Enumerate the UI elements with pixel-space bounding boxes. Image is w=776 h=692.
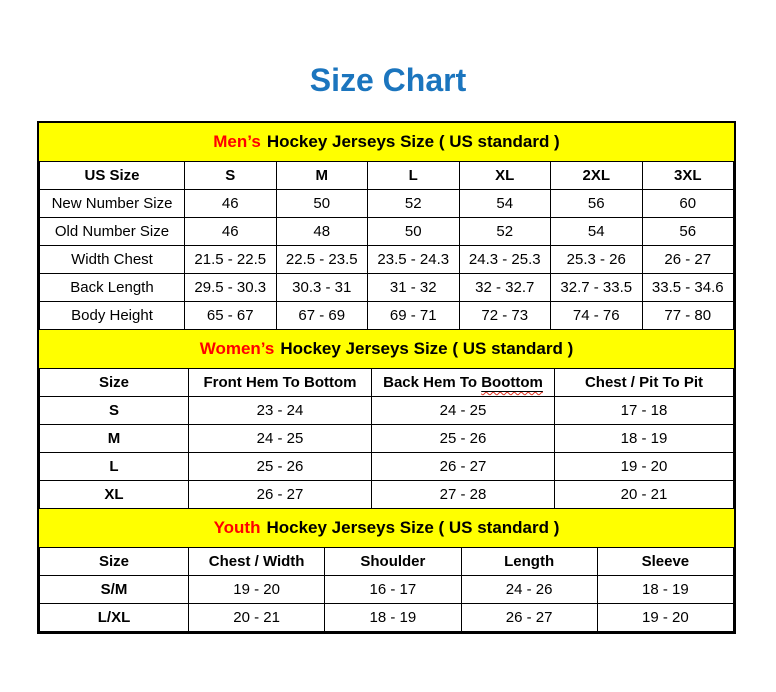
row-label-cell: L/XL	[40, 604, 189, 632]
value-cell: 31 - 32	[368, 274, 460, 302]
value-cell: 32.7 - 33.5	[551, 274, 643, 302]
value-cell: 18 - 19	[555, 425, 734, 453]
value-cell: 77 - 80	[642, 302, 734, 330]
data-row	[40, 397, 734, 425]
spellcheck-squiggle	[481, 374, 543, 391]
value-cell: 26 - 27	[189, 481, 372, 509]
column-header-cell: Front Hem To Bottom	[189, 369, 372, 397]
mens-section-highlight: Men’s	[213, 132, 261, 151]
data-row	[40, 481, 734, 509]
header-row	[40, 162, 734, 190]
value-cell: 23.5 - 24.3	[368, 246, 460, 274]
value-cell: 56	[551, 190, 643, 218]
column-header-cell	[372, 369, 555, 397]
value-cell: 65 - 67	[185, 302, 277, 330]
row-label-cell: M	[40, 425, 189, 453]
column-header-cell: Chest / Pit To Pit	[555, 369, 734, 397]
value-cell: 69 - 71	[368, 302, 460, 330]
value-cell: 29.5 - 30.3	[185, 274, 277, 302]
value-cell: 26 - 27	[642, 246, 734, 274]
value-cell: 72 - 73	[459, 302, 551, 330]
row-label-cell: New Number Size	[40, 190, 185, 218]
womens-section-title-text: Hockey Jerseys Size ( US standard )	[280, 339, 574, 358]
value-cell: 25 - 26	[189, 453, 372, 481]
mens-section-header	[39, 123, 734, 161]
mens-section-title-text: Hockey Jerseys Size ( US standard )	[266, 132, 560, 151]
column-header-cell: S	[185, 162, 277, 190]
row-label-cell: S/M	[40, 576, 189, 604]
size-chart-table	[37, 121, 736, 634]
data-row	[40, 274, 734, 302]
column-header-cell: Length	[461, 548, 597, 576]
value-cell: 19 - 20	[189, 576, 325, 604]
youth-section-highlight: Youth	[213, 518, 261, 537]
data-row	[40, 576, 734, 604]
misspelled-word: Boottom	[481, 374, 543, 391]
column-header-cell: Size	[40, 548, 189, 576]
page-title: Size Chart	[309, 62, 467, 98]
value-cell: 33.5 - 34.6	[642, 274, 734, 302]
column-header-cell: 3XL	[642, 162, 734, 190]
column-header-cell: Sleeve	[597, 548, 733, 576]
column-header-cell: Shoulder	[325, 548, 461, 576]
value-cell: 19 - 20	[597, 604, 733, 632]
youth-section-title-text: Hockey Jerseys Size ( US standard )	[266, 518, 560, 537]
row-label-cell: Width Chest	[40, 246, 185, 274]
value-cell: 17 - 18	[555, 397, 734, 425]
column-header-cell: M	[276, 162, 368, 190]
value-cell: 25 - 26	[372, 425, 555, 453]
value-cell: 54	[459, 190, 551, 218]
value-cell: 24.3 - 25.3	[459, 246, 551, 274]
data-row	[40, 246, 734, 274]
value-cell: 27 - 28	[372, 481, 555, 509]
value-cell: 24 - 25	[189, 425, 372, 453]
value-cell: 54	[551, 218, 643, 246]
value-cell: 67 - 69	[276, 302, 368, 330]
column-header-cell: US Size	[40, 162, 185, 190]
data-row	[40, 302, 734, 330]
column-header-cell: Chest / Width	[189, 548, 325, 576]
column-header-cell: XL	[459, 162, 551, 190]
value-cell: 24 - 25	[372, 397, 555, 425]
value-cell: 24 - 26	[461, 576, 597, 604]
data-row	[40, 425, 734, 453]
column-header-text: Back Hem To	[383, 374, 482, 391]
youth-size-table	[39, 547, 734, 632]
womens-section-highlight: Women’s	[199, 339, 275, 358]
row-label-cell: Back Length	[40, 274, 185, 302]
value-cell: 74 - 76	[551, 302, 643, 330]
value-cell: 46	[185, 218, 277, 246]
value-cell: 22.5 - 23.5	[276, 246, 368, 274]
value-cell: 50	[276, 190, 368, 218]
row-label-cell: Body Height	[40, 302, 185, 330]
value-cell: 20 - 21	[555, 481, 734, 509]
womens-size-table	[39, 368, 734, 509]
value-cell: 60	[642, 190, 734, 218]
value-cell: 32 - 32.7	[459, 274, 551, 302]
value-cell: 56	[642, 218, 734, 246]
value-cell: 23 - 24	[189, 397, 372, 425]
row-label-cell: XL	[40, 481, 189, 509]
row-label-cell: Old Number Size	[40, 218, 185, 246]
value-cell: 26 - 27	[461, 604, 597, 632]
value-cell: 30.3 - 31	[276, 274, 368, 302]
header-row	[40, 369, 734, 397]
column-header-cell: L	[368, 162, 460, 190]
column-header-cell: 2XL	[551, 162, 643, 190]
value-cell: 25.3 - 26	[551, 246, 643, 274]
header-row	[40, 548, 734, 576]
row-label-cell: S	[40, 397, 189, 425]
value-cell: 19 - 20	[555, 453, 734, 481]
value-cell: 18 - 19	[325, 604, 461, 632]
column-header-cell: Size	[40, 369, 189, 397]
value-cell: 20 - 21	[189, 604, 325, 632]
row-label-cell: L	[40, 453, 189, 481]
value-cell: 52	[459, 218, 551, 246]
youth-section-header	[39, 509, 734, 547]
mens-size-table	[39, 161, 734, 330]
value-cell: 48	[276, 218, 368, 246]
value-cell: 50	[368, 218, 460, 246]
data-row	[40, 218, 734, 246]
womens-section-header	[39, 330, 734, 368]
value-cell: 18 - 19	[597, 576, 733, 604]
data-row	[40, 453, 734, 481]
value-cell: 16 - 17	[325, 576, 461, 604]
value-cell: 52	[368, 190, 460, 218]
data-row	[40, 604, 734, 632]
value-cell: 46	[185, 190, 277, 218]
data-row	[40, 190, 734, 218]
value-cell: 26 - 27	[372, 453, 555, 481]
value-cell: 21.5 - 22.5	[185, 246, 277, 274]
